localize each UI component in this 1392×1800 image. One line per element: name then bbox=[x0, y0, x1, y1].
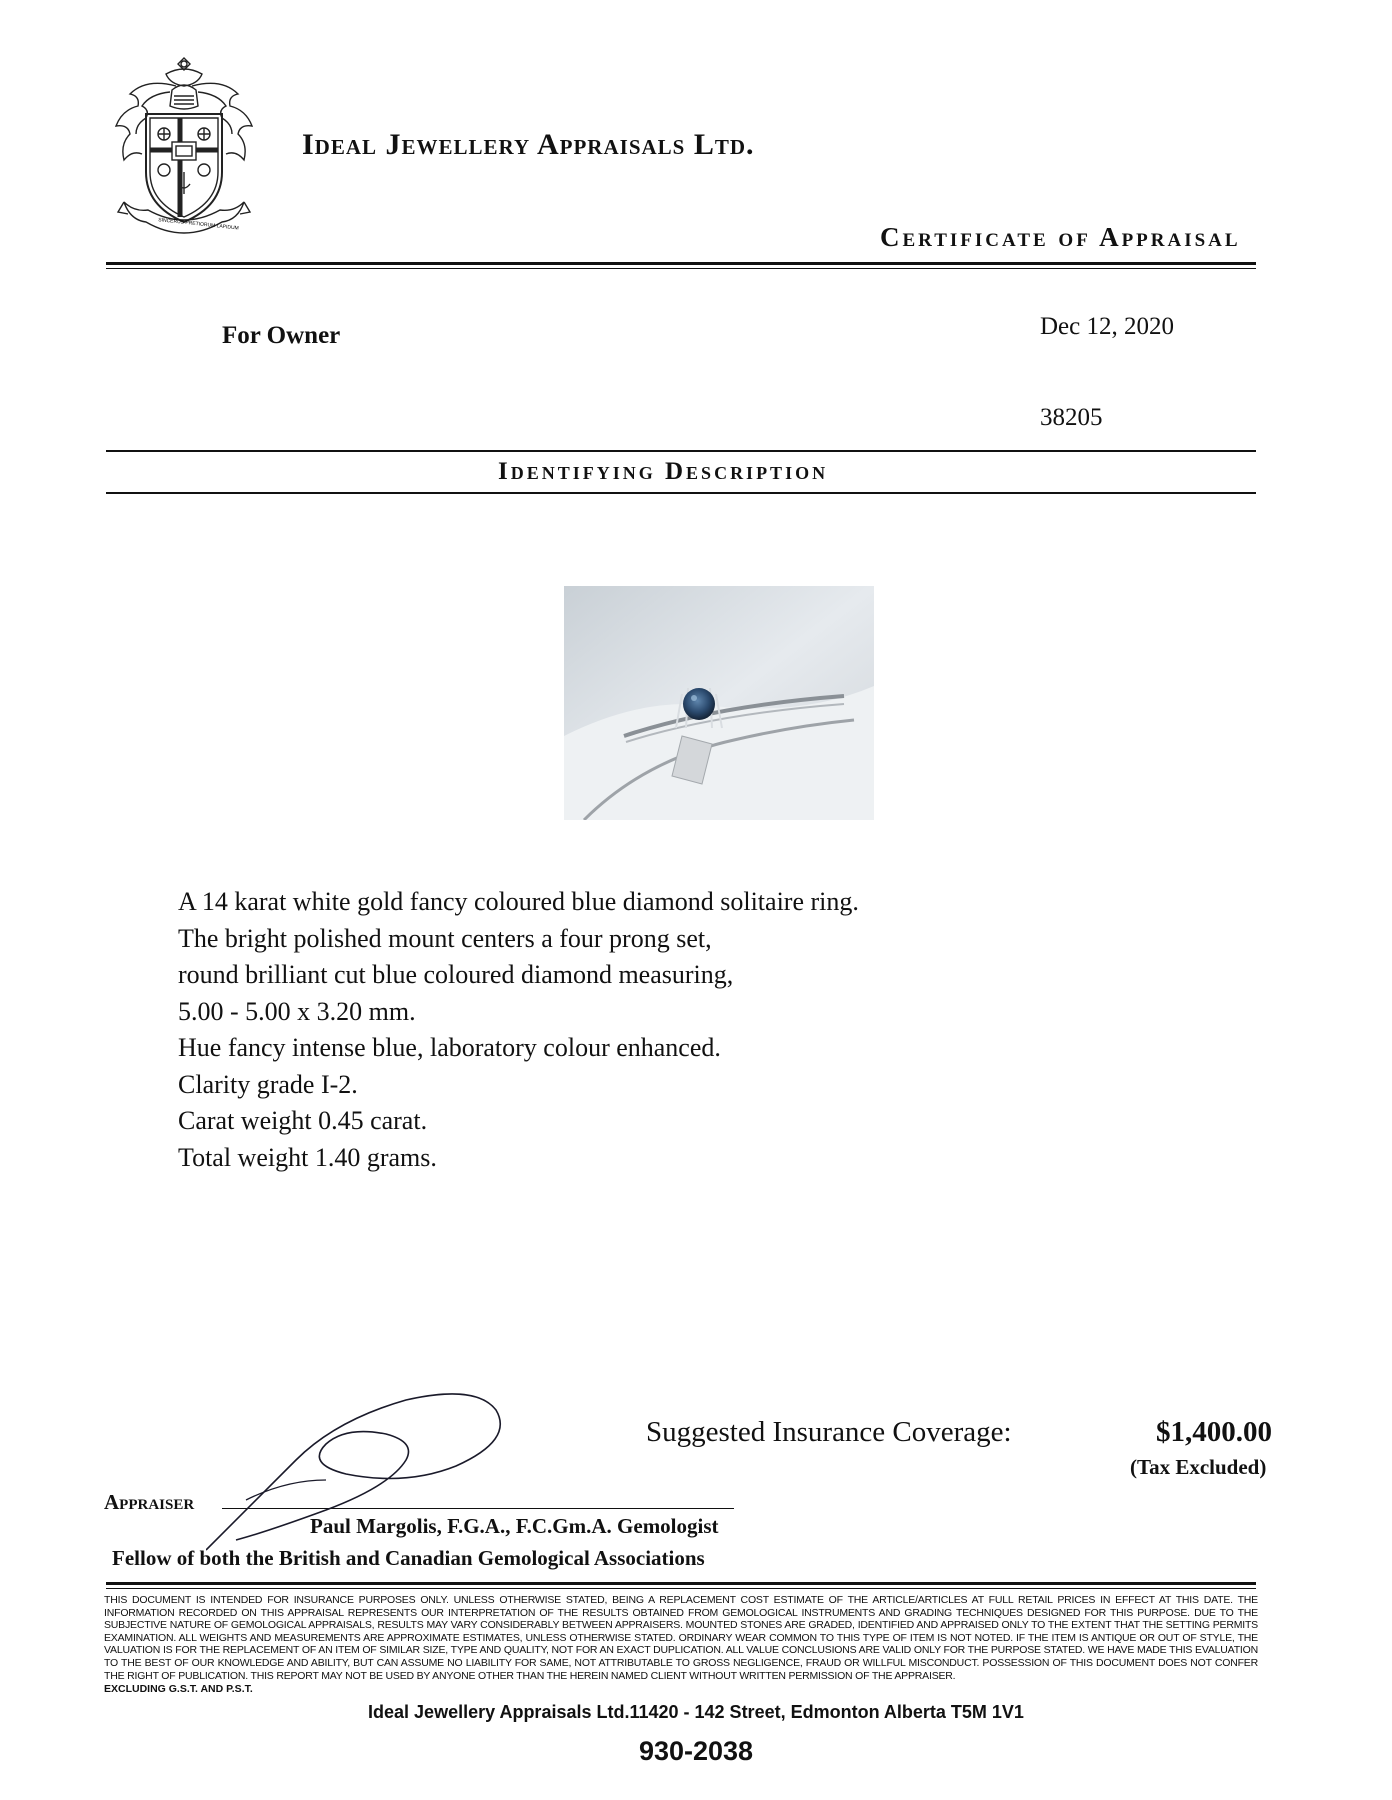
section-divider-bottom bbox=[106, 492, 1256, 494]
disclaimer-divider-thin bbox=[106, 1588, 1256, 1589]
ring-photo bbox=[564, 586, 874, 820]
appraisal-date: Dec 12, 2020 bbox=[1040, 313, 1174, 340]
description-line: Total weight 1.40 grams. bbox=[178, 1142, 437, 1172]
coverage-value: $1,400.00 bbox=[1156, 1416, 1272, 1448]
item-description bbox=[178, 884, 859, 1176]
certificate-title: Certificate of Appraisal bbox=[880, 222, 1241, 252]
section-divider-top bbox=[106, 450, 1256, 452]
owner-label: For Owner bbox=[222, 322, 341, 349]
description-line: Clarity grade I-2. bbox=[178, 1069, 358, 1099]
appraiser-name: Paul Margolis, F.G.A., F.C.Gm.A. Gemologist bbox=[310, 1514, 719, 1538]
crest-motto: SINCERUS PRETIORUM LAPIDUM bbox=[157, 217, 239, 232]
disclaimer-divider bbox=[106, 1582, 1256, 1585]
description-line: 5.00 - 5.00 x 3.20 mm. bbox=[178, 996, 416, 1026]
description-line: The bright polished mount centers a four prong set, bbox=[178, 923, 712, 953]
footer-phone: 930-2038 bbox=[638, 1736, 754, 1766]
description-line: round brilliant cut blue coloured diamond measuring, bbox=[178, 960, 734, 989]
company-name: Ideal Jewellery Appraisals Ltd. bbox=[302, 128, 755, 161]
appraiser-fellowship: Fellow of both the British and Canadian Gemological Associations bbox=[112, 1546, 705, 1570]
section-title: Identifying Description bbox=[498, 458, 829, 485]
footer-address: Ideal Jewellery Appraisals Ltd.11420 - 142 Street, Edmonton Alberta T5M 1V1 bbox=[368, 1702, 1024, 1722]
header-divider-thin bbox=[106, 268, 1256, 269]
appraiser-signature bbox=[206, 1380, 546, 1570]
appraiser-label: Appraiser bbox=[104, 1490, 195, 1514]
header-divider bbox=[106, 262, 1256, 265]
tax-exclusion: EXCLUDING G.S.T. AND P.S.T. bbox=[104, 1683, 253, 1695]
description-line: Hue fancy intense blue, laboratory colour enhanced. bbox=[178, 1033, 721, 1062]
coat-of-arms-crest bbox=[106, 52, 268, 242]
reference-number: 38205 bbox=[1040, 404, 1103, 431]
tax-note: (Tax Excluded) bbox=[1130, 1455, 1267, 1479]
description-line: A 14 karat white gold fancy coloured blue diamond solitaire ring. bbox=[178, 887, 859, 916]
description-line: Carat weight 0.45 carat. bbox=[178, 1106, 428, 1135]
disclaimer-text: THIS DOCUMENT IS INTENDED FOR INSURANCE PURPOSES ONLY. UNLESS OTHERWISE STATED, BEING A REPLACEMENT COST ESTIMATE OF THE ARTICLE/ARTICLES AT FULL RETAIL PRICES IN EFFECT AT THIS DATE. THE INFORMATION RECORDED ON THIS APPRAISAL REPRESENTS OUR INTERPRETATION OF THE RESULTS OBTAINED FROM GEMOLOGICAL INSTRUMENTS AND GRADING TECHNIQUES DESIGNED FOR THIS PURPOSE. DUE TO THE SUBJECTIVE NATURE OF GEMOLOGICAL APPRAISALS, RESULTS MAY VARY CONSIDERABLY BETWEEN APPRAISERS. MOUNTED STONES ARE GRADED, IDENTIFIED AND APPRAISED ONLY TO THE EXTENT THAT THE SETTING PERMITS EXAMINATION. ALL WEIGHTS AND MEASUREMENTS ARE APPROXIMATE ESTIMATES, UNLESS OTHERWISE STATED. ORDINARY WEAR COMMON TO THIS TYPE OF ITEM IS NOT NOTED. IF THE ITEM IS ANTIQUE OR OUT OF STYLE, THE VALUATION IS FOR THE REPLACEMENT OF AN ITEM OF SIMILAR SIZE, TYPE AND QUALITY, NOT FOR AN EXACT DUPLICATION. ALL VALUE CONCLUSIONS ARE VALID ONLY FOR THE PURPOSE STATED. WE HAVE MADE THIS EVALUATION TO THE BEST OF OUR KNOWLEDGE AND ABILITY, BUT CAN ASSUME NO LIABILITY FOR SAME, NOT ATTRIBUTABLE TO GROSS NEGLIGENCE, FRAUD OR WILLFUL MISCONDUCT. POSSESSION OF THIS DOCUMENT DOES NOT CONFER THE RIGHT OF PUBLICATION. THIS REPORT MAY NOT BE USED BY ANYONE OTHER THAN THE HEREIN NAMED CLIENT WITHOUT WRITTEN PERMISSION OF THE APPRAISER. bbox=[104, 1594, 1258, 1682]
coverage-label: Suggested Insurance Coverage: bbox=[646, 1416, 1012, 1448]
